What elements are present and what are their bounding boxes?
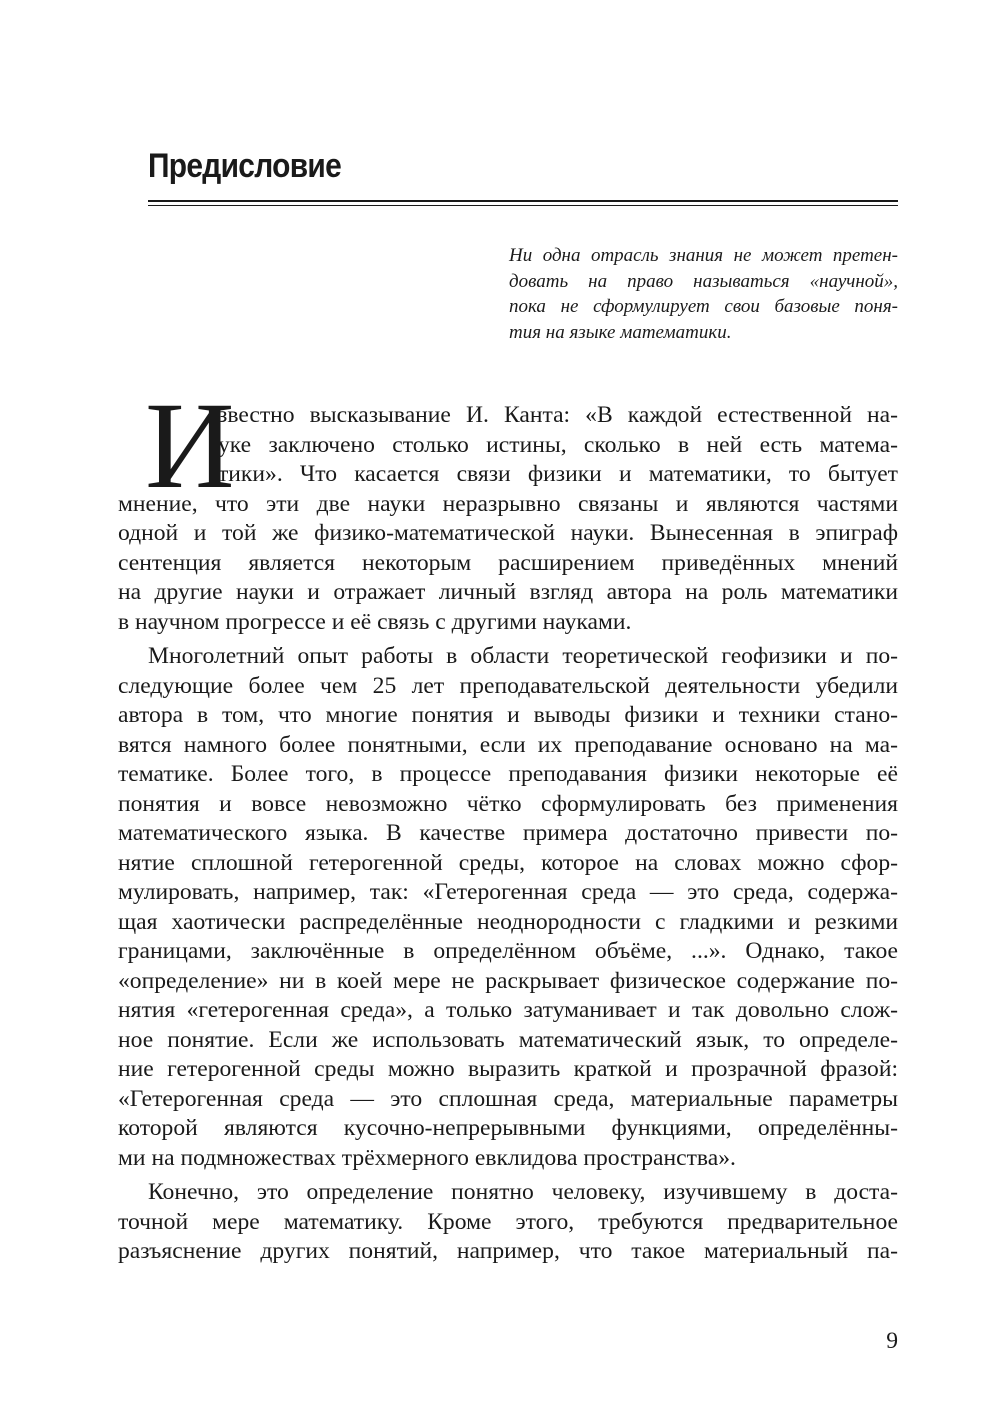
paragraph-line: математического языка. В качестве примера достаточно привести по- [118, 820, 898, 846]
paragraph-line: вятся намного более понятными, если их преподавание основано на ма- [118, 731, 898, 758]
paragraph-line: щая хаотически распределённые неоднородности с гладкими и резкими [118, 908, 898, 935]
drop-cap-letter: И [145, 377, 235, 514]
paragraph-line: на другие науки и отражает личный взгляд автора на роль математики [118, 579, 898, 605]
paragraph-line: в научном прогрессе и её связь с другими науками. [118, 608, 632, 635]
paragraph-line: нятия «гетерогенная среда», а только затуманивает и так довольно слож- [118, 997, 898, 1023]
paragraph-line: Многолетний опыт работы в области теоретической геофизики и по- [148, 643, 898, 669]
paragraph-line: следующие более чем 25 лет преподавательской деятельности убедили [118, 672, 898, 699]
paragraph-line: ние гетерогенной среды можно выразить краткой и прозрачной фразой: [118, 1056, 898, 1082]
paragraph-line: уке заключено столько истины, сколько в ней есть матема- [218, 431, 898, 458]
title-rule-thin [148, 205, 898, 206]
epigraph-line: Ни одна отрасль знания не может претен- [509, 245, 898, 266]
epigraph-line: довать на право называться «научной», [509, 270, 898, 292]
paragraph-line: мнение, что эти две науки неразрывно связаны и являются частями [118, 490, 898, 517]
paragraph-line: сентенция является некоторым расширением приведённых мнений [118, 549, 898, 576]
paragraph-line: ми на подмножествах трёхмерного евклидова пространства». [118, 1144, 736, 1171]
paragraph-line: которой являются кусочно-непрерывными функциями, определённы- [118, 1115, 898, 1141]
epigraph-line: пока не сформулирует свои базовые поня- [509, 296, 898, 318]
paragraph-line: тематике. Более того, в процессе преподавания физики некоторые её [118, 761, 898, 787]
paragraph-line: автора в том, что многие понятия и выводы физики и техники стано- [118, 702, 898, 728]
paragraph-line: нятие сплошной гетерогенной среды, которое на словах можно сфор- [118, 849, 898, 876]
paragraph-line: точной мере математику. Кроме этого, требуются предварительное [118, 1208, 898, 1235]
body-text [118, 401, 898, 1267]
paragraph-line: «определение» ни в коей мере не раскрывает физическое содержание по- [118, 967, 898, 994]
paragraph-line: ное понятие. Если же использовать математический язык, то определе- [118, 1026, 898, 1053]
paragraph-line: «Гетерогенная среда — это сплошная среда, материальные параметры [118, 1085, 898, 1112]
paragraph-line: тики». Что касается связи физики и математики, то бытует [218, 461, 898, 487]
page-number: 9 [886, 1328, 898, 1354]
title-rule-thick [148, 200, 898, 202]
page-title: Предисловие [148, 147, 342, 185]
epigraph [509, 243, 898, 345]
paragraph-line: Конечно, это определение понятно человеку, изучившему в доста- [148, 1179, 898, 1205]
paragraph-line: одной и той же физико-математической науки. Вынесенная в эпиграф [118, 520, 898, 546]
paragraph-line: мулировать, например, так: «Гетерогенная среда — это среда, содержа- [118, 879, 898, 905]
paragraph-line: границами, заключённые в определённом объёме, ...». Однако, такое [118, 938, 898, 964]
paragraph-line: звестно высказывание И. Канта: «В каждой естественной на- [218, 402, 898, 428]
epigraph-line: тия на языке математики. [509, 321, 732, 343]
paragraph-line: разъяснение других понятий, например, что такое материальный па- [118, 1238, 898, 1264]
paragraph-line: понятия и вовсе невозможно чётко сформулировать без применения [118, 790, 898, 817]
